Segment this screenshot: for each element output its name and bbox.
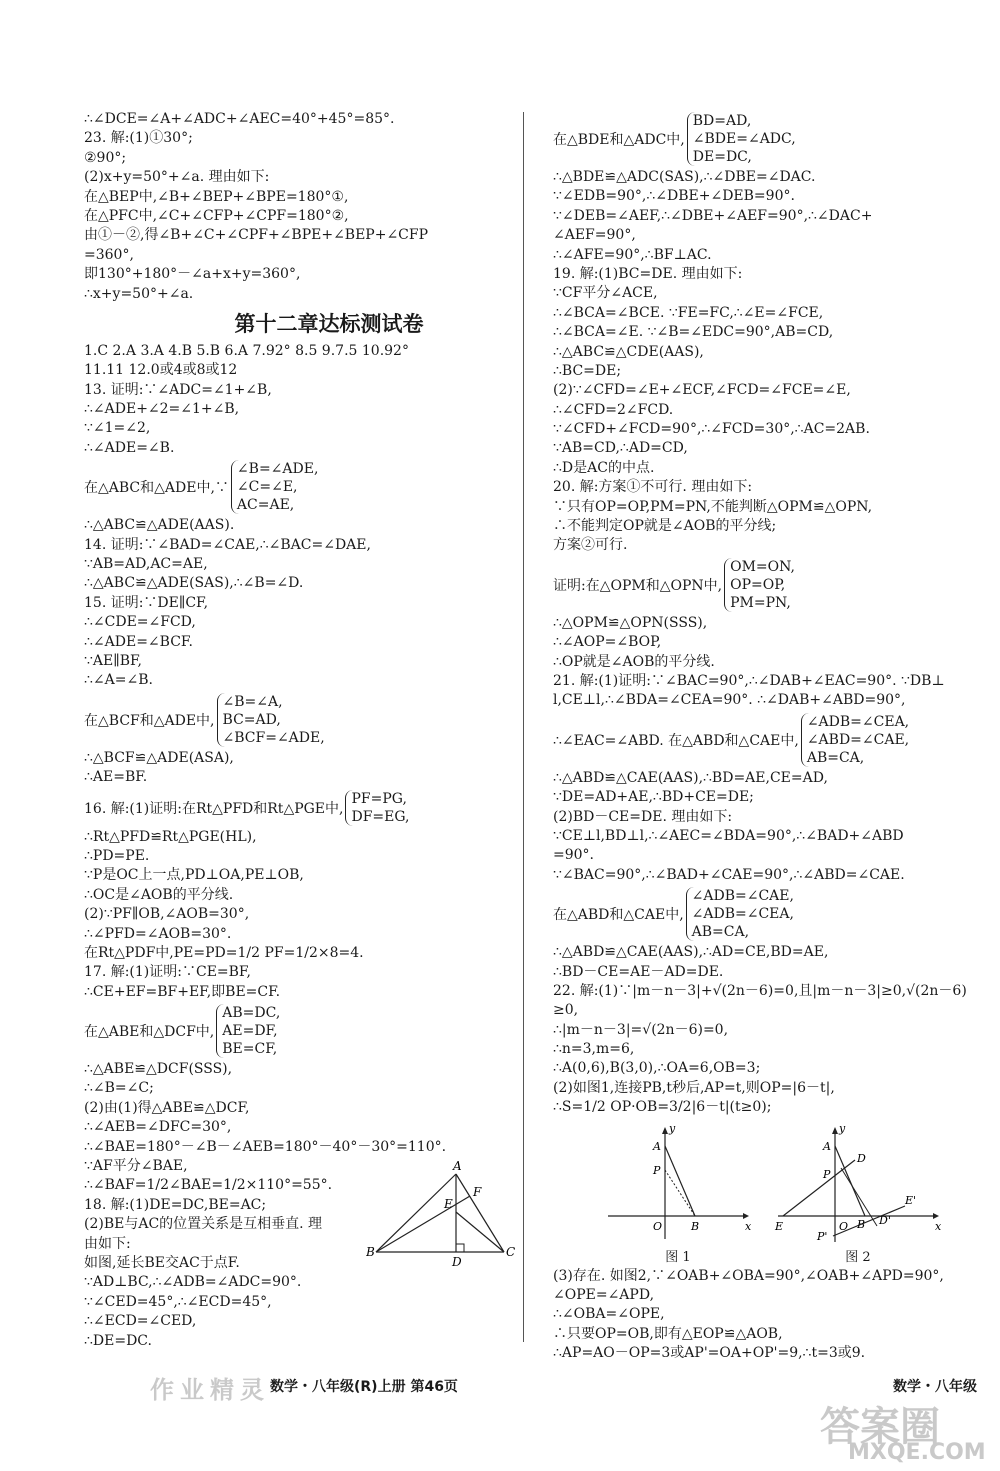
text-line: ∵∠BAC=90°,∴∠BAD+∠CAE=90°,∴∠ABD=∠CAE. [553,866,905,883]
system-prefix: 在△ABC和△ADE中,∵ [84,480,229,497]
triangle-figure [366,1160,516,1270]
label-b: B [366,1245,375,1259]
text-line: =360°, [84,246,134,263]
label-o: O [839,1219,849,1233]
text-line: ∴∠AEB=∠DFC=30°, [84,1119,232,1136]
text-line: ∴△ABC≌△CDE(AAS), [553,343,704,360]
footer-page-info: 数学・八年级(R)上册 第46页 [270,1379,458,1395]
equation-system-21b [553,887,983,941]
equation-line: ∠C=∠E, [236,479,298,496]
text-line: ∴AE=BF. [84,769,148,786]
text-line: 11.11 12.0或4或8或12 [84,362,238,379]
figure-2-graph [773,1124,943,1244]
label-p: P [823,1167,831,1181]
segment-ed [783,1160,855,1216]
text-line: ∴∠A=∠B. [84,672,153,689]
text-line: 在△PFC中,∠C+∠CFP+∠CPF=180°②, [84,207,349,224]
label-p-prime: P' [817,1229,828,1243]
text-line: ∴PD=PE. [84,847,150,864]
text-line: ∵AE∥BF, [84,652,142,669]
text-line: ∴∠AOP=∠BOP, [553,634,662,651]
text-line: 如图,延长BE交AC于点F. [84,1254,240,1271]
label-f: F [473,1185,482,1199]
figure-2 [773,1124,943,1265]
text-line: ∵AB=CD,∴AD=CD, [553,440,688,457]
text-line: l,CE⊥l,∴∠BDA=∠CEA=90°. ∴∠DAB+∠ABD=90°, [553,692,906,709]
text-line: =90°. [553,847,594,864]
text-line: ∠AEF=90°, [553,227,636,244]
right-angle-mark [456,1244,464,1252]
label-x: x [745,1219,752,1233]
text-line: (2)如图1,连接PB,t秒后,AP=t,则OP=|6－t|, [553,1079,835,1096]
equation-line: ∠ADB=∠CEA, [806,713,910,730]
text-line: ∵CE⊥l,BD⊥l,∴∠AEC=∠BDA=90°,∴∠BAD+∠ABD [553,827,904,844]
text-line: ∴∠BCA=∠E. ∵∠B=∠EDC=90°,AB=CD, [553,324,834,341]
text-line: ∴Rt△PFD≌Rt△PGE(HL), [84,828,257,845]
text-line: ∴△OPM≌△OPN(SSS), [553,614,708,631]
text-line: ∴△ABC≌△ADE(AAS). [84,517,235,534]
text-line: ∴∠ADE=∠B. [84,439,175,456]
text-line: ∴∠CFD=2∠FCD. [553,401,674,418]
figure-2-caption: 图 2 [845,1249,871,1265]
y-axis-arrow [832,1127,838,1134]
figure-1-graph [603,1124,753,1244]
text-line: ∴|m－n－3|=√(2n－6)=0, [553,1021,729,1038]
equation-line: PF=PG, [351,790,407,807]
text-line: 23. 解:(1)①30°; [84,130,193,147]
text-line: ∴∠ECD=∠CED, [84,1313,197,1330]
equation-line: AB=DC, [222,1005,281,1022]
text-line: (2)x+y=50°+∠a. 理由如下: [84,169,270,186]
text-line: (2)由(1)得△ABE≌△DCF, [84,1099,250,1116]
equation-line: AB=CA, [806,749,865,766]
text-line: ∴△ABD≌△CAE(AAS),∴BD=AE,CE=AD, [553,769,828,786]
text-line: ∵只有OP=OP,PM=PN,不能判断△OPM≌△OPN, [553,498,873,515]
text-line: ∴∠OBA=∠OPE, [553,1306,665,1323]
x-axis-arrow [933,1213,939,1219]
equation-line: PM=PN, [730,594,791,611]
text-line: ∴OC是∠AOB的平分线. [84,886,234,903]
text-line: ∴CE+EF=BF+EF,即BE=CF. [84,983,281,1000]
label-d: D [857,1151,866,1165]
text-line: ∵∠1=∠2, [84,420,151,437]
label-y: y [839,1123,846,1135]
text-line: 19. 解:(1)BC=DE. 理由如下: [553,265,743,282]
equation-system-18 [553,112,983,166]
coordinate-figures [593,1124,953,1265]
watermark-url: MXQE.COM [848,1440,986,1465]
text-line: 13. 证明:∵∠ADC=∠1+∠B, [84,381,272,398]
text-line: 18. 解:(1)DE=DC,BE=AC; [84,1196,267,1213]
equation-line: ∠ABD=∠CAE, [806,731,910,748]
text-line: ∵∠DEB=∠AEF,∴∠DBE+∠AEF=90°,∴∠DAC+ [553,207,873,224]
segment-pb [665,1170,695,1216]
text-line: ∴∠B=∠C; [84,1080,154,1097]
column-divider [523,112,524,1342]
equation-line: AE=DF, [222,1023,278,1040]
equation-line: OM=ON, [730,558,795,575]
text-line: ∵AB=AD,AC=AE, [84,556,208,573]
text-line: ∵P是OC上一点,PD⊥OA,PE⊥OB, [84,867,304,884]
text-line: ≥0, [553,1002,579,1019]
text-line: 1.C 2.A 3.A 4.B 5.B 6.A 7.92° 8.5 9.7.5 10.92° [84,342,409,359]
text-line: ∵∠CFD+∠FCD=90°,∴∠FCD=30°,∴AC=2AB. [553,421,870,438]
text-line: ∴n=3,m=6, [553,1041,635,1058]
figure-1 [603,1124,753,1265]
label-y: y [669,1123,676,1135]
equation-line: ∠BCF=∠ADE, [222,729,325,746]
text-line: ∴DE=DC. [84,1332,152,1349]
text-line: ∵AF平分∠BAE, [84,1158,188,1175]
watermark-left: 作业精灵 [150,1376,270,1404]
right-column [553,110,983,1364]
system-prefix: 证明:在△OPM和△OPN中, [553,577,723,594]
text-line: ∴BC=DE; [553,362,622,379]
text-line: ∴△ABE≌△DCF(SSS), [84,1061,233,1078]
equation-line: DE=DC, [692,149,752,165]
text-line: ∴x+y=50°+∠a. [84,285,194,302]
label-e: E [775,1219,784,1233]
text-line: ∴△BCF≌△ADE(ASA), [84,749,234,766]
text-line: ∴不能判定OP就是∠AOB的平分线; [553,518,777,535]
text-line: (2)∵PF∥OB,∠AOB=30°, [84,906,250,923]
text-line: ∵AD⊥BC,∴∠ADB=∠ADC=90°. [84,1274,302,1291]
label-c: C [506,1245,516,1259]
text-line: ∴∠BAF=1/2∠BAE=1/2×110°=55°. [84,1177,333,1194]
label-o: O [653,1219,663,1233]
text-line: ∵∠EDB=90°,∴∠DBE+∠DEB=90°. [553,188,795,205]
equation-system-20 [553,558,983,612]
label-d: D [452,1255,462,1269]
label-a: A [453,1160,462,1173]
system-prefix: 在△ABE和△DCF中, [84,1024,215,1041]
text-line: ∴∠AFE=90°,∴BF⊥AC. [553,246,712,263]
equation-line: ∠BDE=∠ADC, [692,131,796,147]
text-line: ∴△ABD≌△CAE(AAS),∴AD=CE,BD=AE, [553,944,829,961]
text-line: ∠OPE=∠APD, [553,1287,655,1304]
text-line: ∵CF平分∠ACE, [553,285,658,302]
equation-line: ∠ADB=∠CEA, [691,906,794,923]
system-prefix: 在△BDE和△ADC中, [553,132,685,148]
footer-subject: 数学・八年级 [893,1379,977,1395]
label-b: B [691,1219,700,1233]
text-line: (2)BD－CE=DE. 理由如下: [553,808,733,825]
equation-system-17 [84,1004,514,1058]
segment-ba [376,1174,456,1252]
text-line: ②90°; [84,149,127,166]
watermark-logo: 答案圈 [820,1404,940,1450]
system-prefix: 16. 解:(1)证明:在Rt△PFD和Rt△PGE中, [84,800,344,817]
y-axis-arrow [662,1127,668,1134]
label-e-prime: E' [905,1193,917,1207]
text-line: ∴△ABC≌△ADE(SAS),∴∠B=∠D. [84,575,304,592]
text-line: ∴只要OP=OB,即有△EOP≌△AOB, [553,1325,783,1342]
text-line: ∵DE=AD+AE,∴BD+CE=DE; [553,789,754,806]
text-line: 在△BEP中,∠B+∠BEP+∠BPE=180°①, [84,188,349,205]
text-line: 17. 解:(1)证明:∵CE=BF, [84,964,251,981]
equation-system-21 [553,713,983,767]
text-line: 20. 解:方案①不可行. 理由如下: [553,479,753,496]
figure-1-caption: 图 1 [665,1249,691,1265]
text-line: (3)存在. 如图2,∵∠OAB+∠OBA=90°,∠OAB+∠APD=90°, [553,1267,944,1284]
equation-line: DF=EG, [351,808,410,825]
text-line: 21. 解:(1)证明:∵∠BAC=90°,∴∠DAB+∠EAC=90°. ∵DB⊥ [553,672,945,689]
text-line: (2)BE与AC的位置关系是互相垂直. 理 [84,1216,323,1233]
text-line: ∵∠CED=45°,∴∠ECD=45°, [84,1293,272,1310]
text-line: ∴∠PFD=∠AOB=30°. [84,925,232,942]
equation-line: ∠B=∠ADE, [236,461,319,478]
text-line: ∴OP就是∠AOB的平分线. [553,653,715,670]
text-line: ∴BD－CE=AE－AD=DE. [553,963,724,980]
chapter-title: 第十二章达标测试卷 [234,311,424,336]
system-prefix: 在△BCF和△ADE中, [84,712,215,729]
text-line: 在Rt△PDF中,PE=PD=1/2 PF=1/2×8=4. [84,944,364,961]
text-line: ∴∠BAE=180°－∠B－∠AEB=180°－40°－30°=110°. [84,1138,447,1155]
text-line: 14. 证明:∵∠BAD=∠CAE,∴∠BAC=∠DAE, [84,536,371,553]
text-line: 由如下: [84,1235,131,1252]
equation-system-13 [84,460,514,514]
text-line: 由①－②,得∠B+∠C+∠CPF+∠BPE+∠BEP+∠CFP [84,227,429,244]
segment-ab [665,1146,695,1216]
equation-system-16 [84,790,514,826]
text-line: 方案②可行. [553,537,628,554]
text-line: ∴△BDE≌△ADC(SAS),∴∠DBE=∠DAC. [553,169,816,185]
segment-ec [456,1212,504,1252]
equation-line: OP=OP, [730,576,786,593]
text-line: ∴∠ADE=∠BCF. [84,633,193,650]
label-x: x [935,1219,942,1233]
label-e: E [444,1197,453,1211]
equation-line: BC=AD, [222,711,281,728]
label-b: B [857,1217,866,1231]
text-line: (2)∵∠CFD=∠E+∠ECF,∠FCD=∠FCE=∠E, [553,382,851,399]
text-line: 22. 解:(1)∵|m－n－3|+√(2n－6)=0,且|m－n－3|≥0,√(2n－6) [553,982,967,999]
label-d-prime: D' [879,1213,891,1227]
equation-line: AB=CA, [691,924,750,941]
system-prefix: 在△ABD和△CAE中, [553,907,684,924]
text-line: ∴S=1/2 OP·OB=3/2|6－t|(t≥0); [553,1099,772,1116]
equation-line: AC=AE, [236,497,295,514]
text-line: 15. 证明:∵DE∥CF, [84,594,209,611]
equation-line: ∠ADB=∠CAE, [691,888,794,905]
label-a: A [653,1139,661,1153]
text-line: ∴∠BCA=∠BCE. ∵FE=FC,∴∠E=∠FCE, [553,304,824,321]
text-line: ∴A(0,6),B(3,0),∴OA=6,OB=3; [553,1060,761,1077]
text-line: ∴D是AC的中点. [553,459,655,476]
equation-system-15 [84,693,514,747]
equation-line: BE=CF, [222,1041,278,1058]
text-line: ∴∠ADE+∠2=∠1+∠B, [84,401,240,418]
system-prefix: ∴∠EAC=∠ABD. 在△ABD和△CAE中, [553,732,799,749]
text-line: ∴AP=AO－OP=3或AP'=OA+OP'=9,∴t=3或9. [553,1345,866,1362]
text-line: ∴∠CDE=∠FCD, [84,614,196,631]
x-axis-arrow [743,1213,749,1219]
equation-line: BD=AD, [692,113,752,129]
text-line: ∴∠DCE=∠A+∠ADC+∠AEC=40°+45°=85°. [84,111,395,127]
equation-line: ∠B=∠A, [222,693,283,710]
label-p: P [653,1163,661,1177]
text-line: 即130°+180°－∠a+x+y=360°, [84,266,301,283]
label-a: A [823,1139,831,1153]
